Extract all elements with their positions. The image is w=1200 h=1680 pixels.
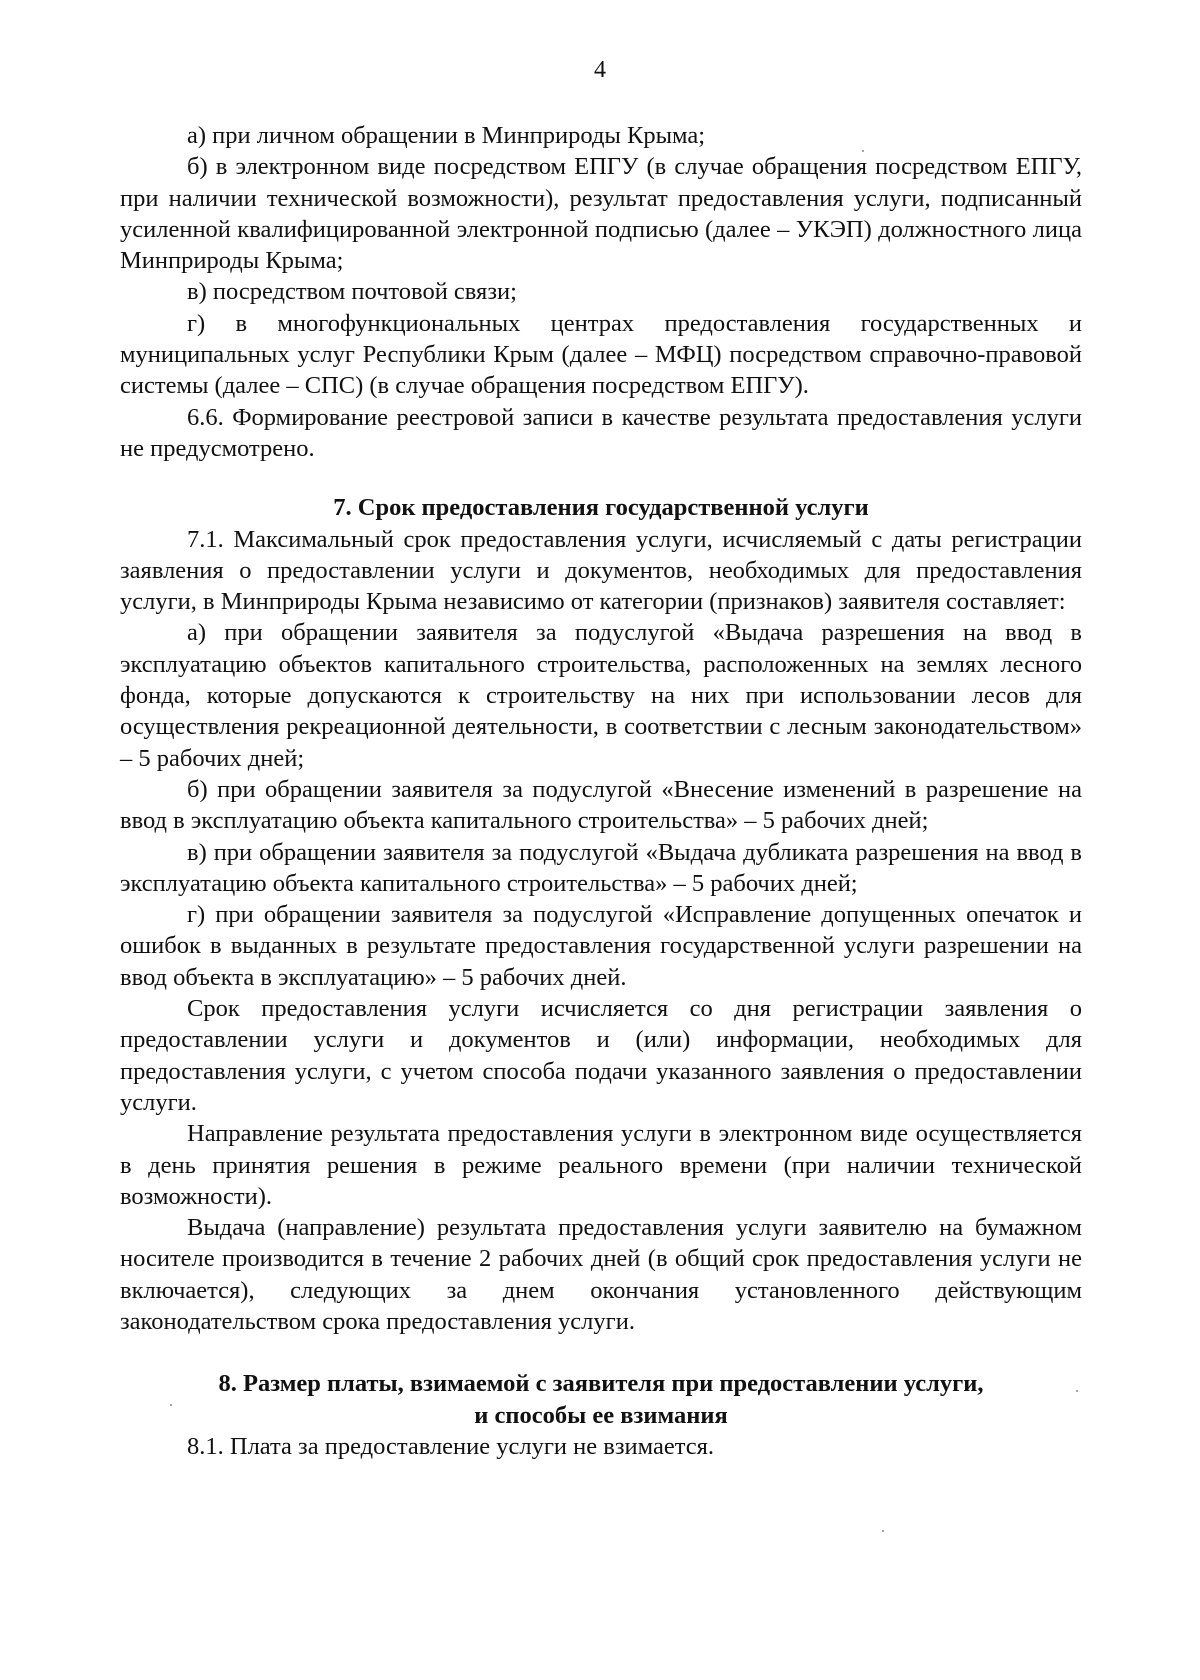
paragraph-8-1: 8.1. Плата за предоставление услуги не взимается. (187, 1432, 714, 1460)
scan-speck (882, 1530, 884, 1532)
paragraph-7-1: 7.1. Максимальный срок предоставления услуги, исчисляемый с даты регистрации заявления о предоставлении услуги и документов, необходимых для предоставления услуги, в Минприроды Крыма независимо от категории (признаков) заявителя составляет: (120, 525, 1082, 616)
paragraph-6-a: а) при личном обращении в Минприроды Крыма; (187, 122, 706, 149)
page-number: 4 (594, 57, 606, 83)
paragraph-7-1-g: г) при обращении заявителя за подуслугой «Исправление допущенных опечаток и ошибок в выданных в результате предоставления государственной услуги разрешении на ввод объекта в эксплуатацию» – 5 рабочих дней. (120, 901, 1082, 991)
paragraph-7-term: Срок предоставления услуги исчисляется со дня регистрации заявления о предоставлении услуги и документов и (или) информации, необходимых для предоставления услуги, с учетом способа подачи указанного заявления о предоставлении услуги. (120, 995, 1082, 1116)
section-7-heading: 7. Срок предоставления государственной услуги (333, 494, 869, 522)
paragraph-6-b: б) в электронном виде посредством ЕПГУ (в случае обращения посредством ЕПГУ, при наличии технической возможности), результат предоставления услуги, подписанный усиленной квалифицированной электронной подписью (далее – УКЭП) должностного лица Минприроды Крыма; (120, 153, 1082, 275)
section-8-heading: 8. Размер платы, взимаемой с заявителя при предоставлении услуги, и способы ее взимания (218, 1370, 984, 1429)
paragraph-7-1-a: а) при обращении заявителя за подуслугой «Выдача разрешения на ввод в эксплуатацию объектов капитального строительства, расположенных на землях лесного фонда, которые допускаются к строительству на них при использовании лесов для осуществления рекреационной деятельности, в соответствии с лесным законодательством» – 5 рабочих дней; (120, 619, 1082, 772)
paragraph-6-v: в) посредством почтовой связи; (187, 278, 517, 306)
paragraph-6-6: 6.6. Формирование реестровой записи в качестве результата предоставления услуги не предусмотрено. (120, 403, 1082, 462)
paragraph-7-1-v: в) при обращении заявителя за подуслугой «Выдача дубликата разрешения на ввод в эксплуатацию объекта капитального строительства» – 5 рабочих дней; (120, 838, 1082, 897)
scan-speck (1076, 1390, 1078, 1392)
paragraph-7-electronic: Направление результата предоставления услуги в электронном виде осуществляется в день принятия решения в режиме реального времени (при наличии технической возможности). (120, 1120, 1082, 1210)
paragraph-6-g: г) в многофункциональных центрах предоставления государственных и муниципальных услуг Республики Крым (далее – МФЦ) посредством справочно-правовой системы (далее – СПС) (в случае обращения посредством ЕПГУ). (120, 309, 1082, 400)
paragraph-7-1-b: б) при обращении заявителя за подуслугой «Внесение изменений в разрешение на ввод в эксплуатацию объекта капитального строительства» – 5 рабочих дней; (120, 775, 1082, 835)
document-body (120, 120, 1082, 1462)
paragraph-7-paper: Выдача (направление) результата предоставления услуги заявителю на бумажном носителе производится в течение 2 рабочих дней (в общий срок предоставления услуги не включается), следующих за днем окончания установленного действующим законодательством срока предоставления услуги. (120, 1214, 1082, 1335)
scan-speck (170, 1404, 172, 1406)
scan-speck (862, 150, 864, 152)
